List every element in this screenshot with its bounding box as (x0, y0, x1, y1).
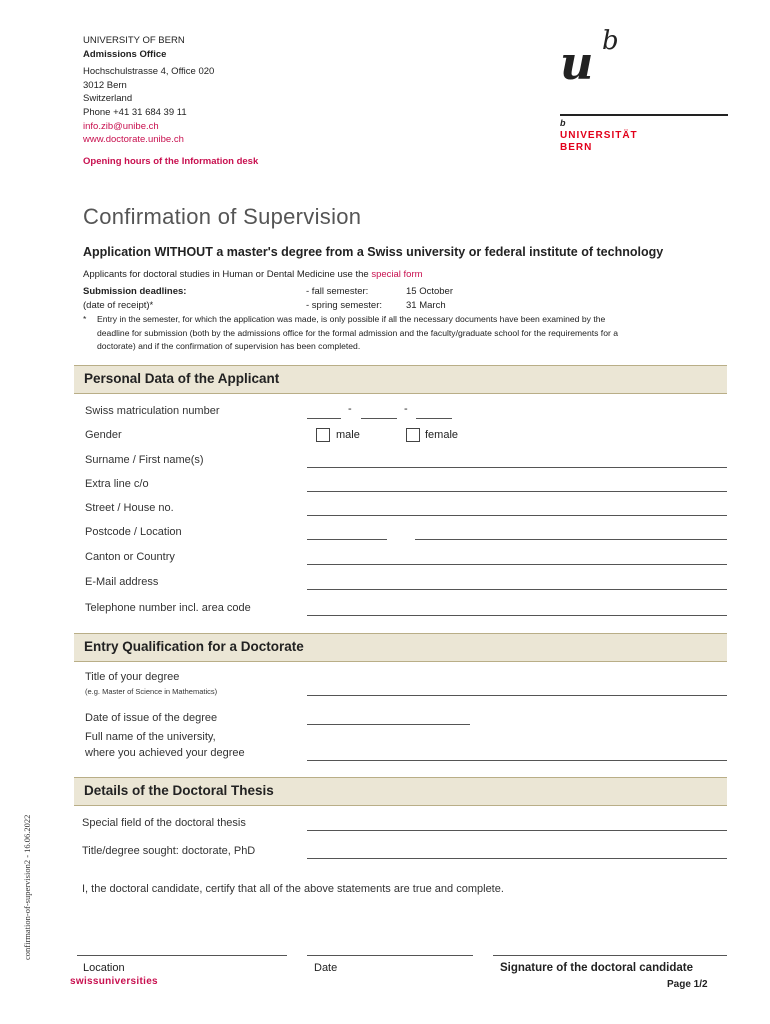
section-entry-qualification (74, 633, 727, 662)
logo-b: b (602, 26, 619, 56)
logo-text-2: BERN (560, 142, 593, 153)
section-entry-qualification-heading: Entry Qualification for a Doctorate (84, 639, 304, 654)
issue-date-label: Date of issue of the degree (85, 712, 218, 724)
fall-semester-label: - fall semester: (306, 286, 369, 297)
extra-line-field[interactable] (307, 491, 727, 492)
special-field-field[interactable] (307, 830, 727, 831)
footnote-line-3: doctorate) and if the confirmation of supervision has been completed. (97, 341, 361, 351)
matriculation-field-2[interactable] (361, 418, 397, 419)
university-logo (558, 28, 728, 158)
email-link[interactable]: info.zib@unibe.ch (83, 120, 159, 132)
canton-label: Canton or Country (85, 551, 175, 563)
email-field[interactable] (307, 589, 727, 590)
degree-title-field[interactable] (307, 695, 727, 696)
phone-label: Telephone number incl. area code (85, 602, 251, 614)
special-form-link[interactable]: special form (371, 269, 423, 280)
female-label: female (425, 429, 459, 441)
male-label: male (336, 429, 360, 441)
street-label: Street / House no. (85, 502, 174, 514)
deadlines-sublabel: (date of receipt)* (83, 300, 154, 311)
fall-semester-date: 15 October (406, 286, 453, 297)
section-doctoral-thesis-heading: Details of the Doctoral Thesis (84, 783, 274, 798)
page-number: Page 1/2 (667, 979, 708, 990)
office-name: Admissions Office (83, 48, 167, 60)
applicants-note-text: Applicants for doctoral studies in Human or Dental Medicine use the (83, 269, 372, 280)
street-field[interactable] (307, 515, 727, 516)
signature-line[interactable] (493, 955, 727, 956)
postcode-label: Postcode / Location (85, 526, 182, 538)
title-degree-label: Title/degree sought: doctorate, PhD (82, 845, 256, 857)
location-caption: Location (83, 962, 125, 974)
university-label-2: where you achieved your degree (85, 747, 245, 759)
certify-statement: I, the doctoral candidate, certify that all of the above statements are true and complete. (82, 883, 504, 895)
swissuniversities-logo: swissuniversities (70, 976, 158, 987)
location-field[interactable] (415, 539, 727, 540)
page-title: Confirmation of Supervision (83, 204, 362, 229)
location-signature-line[interactable] (77, 955, 287, 956)
phone: Phone +41 31 684 39 11 (83, 106, 187, 118)
date-caption: Date (314, 962, 338, 974)
degree-example: (e.g. Master of Science in Mathematics) (85, 687, 218, 696)
university-field[interactable] (307, 760, 727, 761)
female-checkbox[interactable] (406, 428, 420, 442)
date-signature-line[interactable] (307, 955, 473, 956)
section-personal-data-heading: Personal Data of the Applicant (84, 371, 280, 386)
gender-label: Gender (85, 429, 122, 441)
header-address (83, 34, 258, 168)
matriculation-field-1[interactable] (307, 418, 341, 419)
phone-field[interactable] (307, 615, 727, 616)
surname-field[interactable] (307, 467, 727, 468)
logo-small-b: b (560, 118, 566, 128)
city: 3012 Bern (83, 79, 127, 91)
degree-title-label: Title of your degree (85, 671, 180, 683)
footnote-line-2: deadline for submission (both by the admissions office for the formal admission and the faculty/graduate school for the requirements for a (97, 327, 618, 338)
section-doctoral-thesis (74, 777, 727, 806)
logo-text-1: UNIVERSITÄT (560, 130, 638, 141)
title-degree-field[interactable] (307, 858, 727, 859)
matriculation-field-3[interactable] (416, 418, 452, 419)
spring-semester-label: - spring semester: (306, 300, 383, 311)
postcode-field[interactable] (307, 539, 387, 540)
page-subtitle: Application WITHOUT a master's degree from a Swiss university or federal institute of technology (83, 245, 664, 259)
special-field-label: Special field of the doctoral thesis (82, 817, 246, 829)
footnote-line-1: Entry in the semester, for which the application was made, is only possible if all the necessary documents have been examined by the (97, 314, 606, 324)
section-personal-data (74, 365, 727, 394)
male-checkbox[interactable] (316, 428, 330, 442)
street-address: Hochschulstrasse 4, Office 020 (83, 66, 215, 78)
website-link[interactable]: www.doctorate.unibe.ch (83, 134, 184, 146)
email-label: E-Mail address (85, 576, 159, 588)
applicants-note (83, 268, 423, 282)
footnote-star: * (83, 314, 87, 324)
surname-label: Surname / First name(s) (85, 454, 204, 466)
matriculation-dash-2: - (404, 403, 408, 415)
extra-line-label: Extra line c/o (85, 478, 149, 490)
deadlines-label: Submission deadlines: (83, 286, 187, 297)
university-label-1: Full name of the university, (85, 731, 216, 743)
signature-caption: Signature of the doctoral candidate (500, 962, 693, 974)
vertical-document-id: confirmation-of-supervision2 - 16.06.2022 (22, 814, 32, 960)
issue-date-field[interactable] (307, 724, 470, 725)
spring-semester-date: 31 March (406, 300, 446, 311)
opening-hours-link[interactable]: Opening hours of the Information desk (83, 155, 259, 167)
country: Switzerland (83, 93, 133, 105)
canton-field[interactable] (307, 564, 727, 565)
logo-u: u (560, 36, 594, 90)
logo-rule (560, 114, 728, 116)
matriculation-dash-1: - (348, 403, 352, 415)
university-name: UNIVERSITY OF BERN (83, 35, 185, 46)
matriculation-label: Swiss matriculation number (85, 405, 220, 417)
footnote (83, 313, 723, 354)
